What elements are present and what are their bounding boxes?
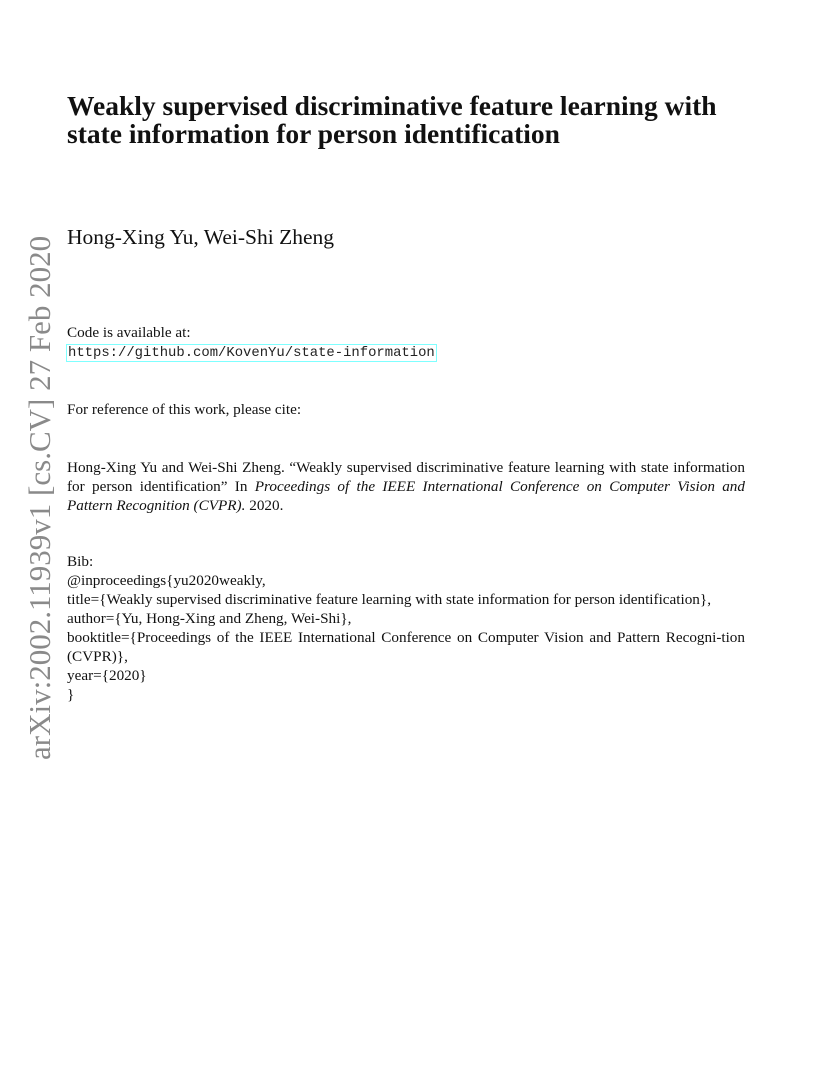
bibtex-block <box>67 552 745 704</box>
citation-year: 2020. <box>245 497 284 514</box>
bib-line: @inproceedings{yu2020weakly, <box>67 572 266 589</box>
arxiv-stamp: arXiv:2002.11939v1 [cs.CV] 27 Feb 2020 <box>22 235 57 760</box>
code-link[interactable]: https://github.com/KovenYu/state-information <box>68 345 435 361</box>
cite-label: For reference of this work, please cite: <box>67 401 302 418</box>
bib-line: } <box>67 686 75 703</box>
bib-label: Bib: <box>67 553 94 570</box>
paper-title: Weakly supervised discriminative feature learning with state information for person identification <box>67 90 717 149</box>
bib-line: title={Weakly supervised discriminative feature learning with state information for person identification}, <box>67 591 711 608</box>
citation <box>67 458 745 515</box>
paper-authors: Hong-Xing Yu, Wei-Shi Zheng <box>67 225 334 249</box>
code-label: Code is available at: <box>67 324 191 341</box>
bib-line: booktitle={Proceedings of the IEEE International Conference on Computer Vision and Pattern Recogni-tion (CVPR)}, <box>67 629 745 665</box>
citation-venue: Proceedings of the IEEE International Conference on Computer Vision and Pattern Recognition (CVPR). <box>67 478 745 514</box>
citation-prefix: Hong-Xing Yu and Wei-Shi Zheng. “Weakly supervised discriminative feature learning with state information for person identification” In <box>67 459 745 495</box>
bib-line: author={Yu, Hong-Xing and Zheng, Wei-Shi}, <box>67 610 352 627</box>
bib-line: year={2020} <box>67 667 147 684</box>
